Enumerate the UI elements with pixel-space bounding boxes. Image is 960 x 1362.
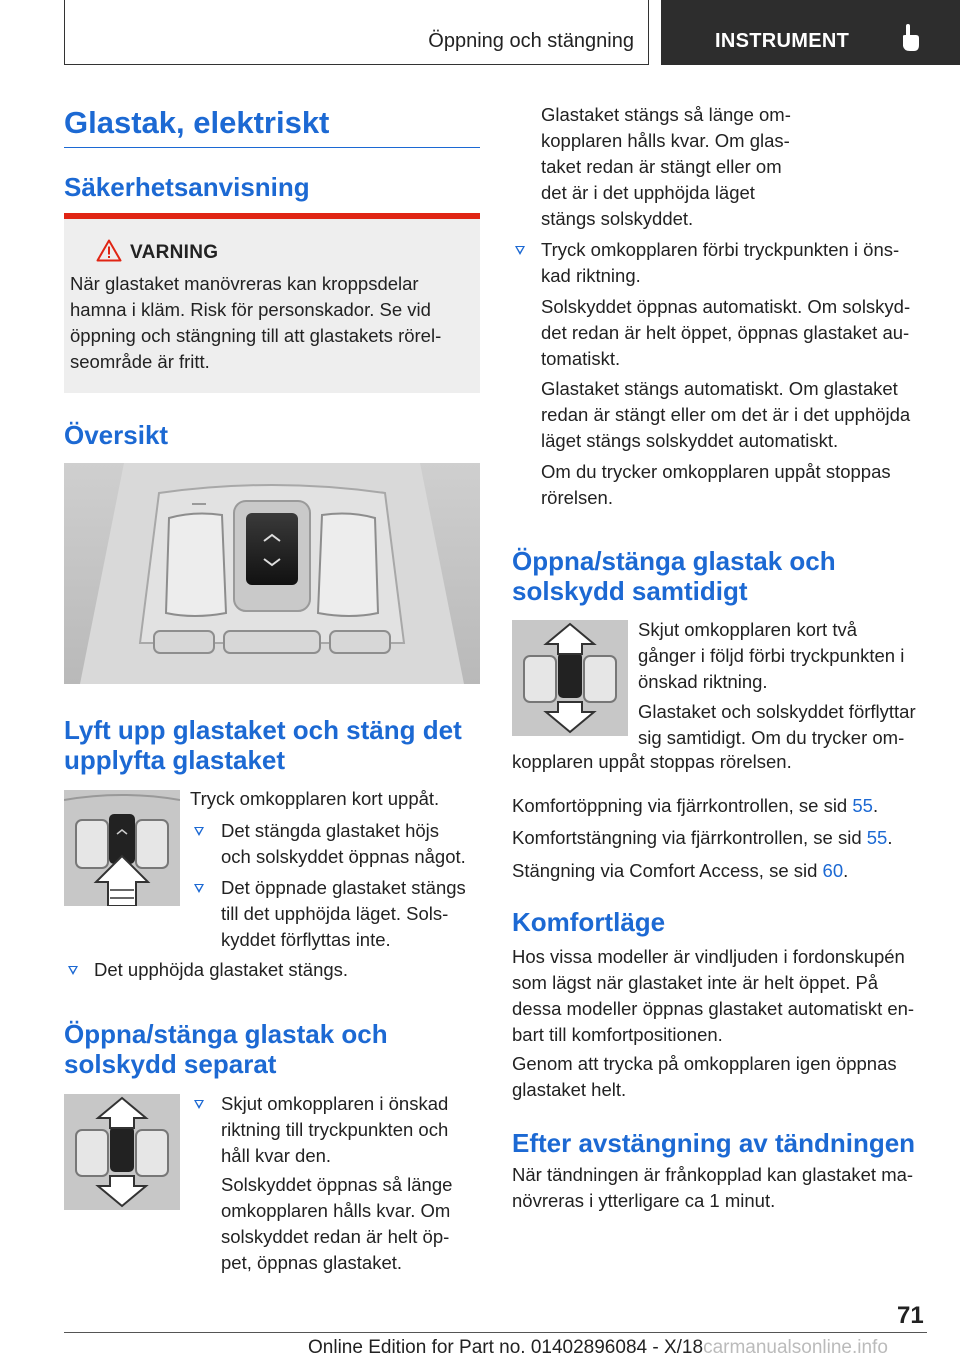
chapter-tab[interactable] xyxy=(661,0,960,65)
text-line: Glastaket stängs så länge om- xyxy=(541,104,791,125)
text-line: Det öppnade glastaket stängs xyxy=(221,877,466,898)
text-line: kad riktning. xyxy=(541,265,641,286)
text-line: Solskyddet öppnas så länge xyxy=(221,1174,453,1195)
lift-heading-line: upplyfta glastaket xyxy=(64,745,286,775)
switch-updown-image xyxy=(64,1094,180,1210)
page-link[interactable]: 55 xyxy=(852,795,873,816)
text-line: riktning till tryckpunkten och xyxy=(221,1119,449,1140)
text-line: omkopplaren hålls kvar. Om xyxy=(221,1200,451,1221)
lift-intro: Tryck omkopplaren kort uppåt. xyxy=(190,788,440,809)
safety-heading: Säkerhetsanvisning xyxy=(64,172,310,202)
ref-text: Komfortöppning via fjärrkontrollen, se sid xyxy=(512,795,853,816)
comfort-access-ref: Stängning via Comfort Access, se sid 60. xyxy=(512,860,849,881)
page-link[interactable]: 55 xyxy=(866,827,888,848)
lift-bullet-1 xyxy=(221,818,466,870)
text-line: rörelsen. xyxy=(541,487,613,508)
pointing-hand-icon xyxy=(899,24,921,52)
text-line: Hos vissa modeller är vindljuden i fordonskupén xyxy=(512,946,905,967)
lift-bullet-3: Det upphöjda glastaket stängs. xyxy=(94,959,349,980)
text-line: Glastaket och solskyddet förflyttar xyxy=(638,701,916,722)
both-para-2-tail: kopplaren uppåt stoppas rörelsen. xyxy=(512,751,792,772)
text-line: kyddet förflyttas inte. xyxy=(221,929,391,950)
separate-para-1 xyxy=(221,1172,452,1276)
comfort-para-2 xyxy=(512,1051,897,1103)
push-bullet xyxy=(541,237,899,289)
page-link[interactable]: 60 xyxy=(822,860,844,881)
ref-text: Stängning via Comfort Access, se sid xyxy=(512,860,823,881)
warning-bar xyxy=(64,213,480,219)
text-line: tomatiskt. xyxy=(541,348,621,369)
text-line: növreras i ytterligare ca 1 minut. xyxy=(512,1190,776,1211)
text-line: Om du trycker omkopplaren uppåt stoppas xyxy=(541,461,891,482)
text-line: och solskyddet öppnas något. xyxy=(221,846,466,867)
page-title: Glastak, elektriskt xyxy=(64,105,330,140)
text-line: kopplaren hålls kvar. Om glas- xyxy=(541,130,790,151)
after-para xyxy=(512,1162,913,1214)
watermark-text: carmanualsonline.info xyxy=(703,1337,888,1358)
text-line: Solskyddet öppnas automatiskt. Om solskyd- xyxy=(541,296,911,317)
text-line: Glastaket stängs automatiskt. Om glastaket xyxy=(541,378,898,399)
text-line: sig samtidigt. Om du trycker om- xyxy=(638,727,905,748)
page-number: 71 xyxy=(897,1302,924,1329)
text-line: Skjut omkopplaren kort två xyxy=(638,619,858,640)
chapter-tab-label: INSTRUMENT xyxy=(715,30,850,52)
bullet-icon xyxy=(194,1100,204,1109)
warning-line: seområde är fritt. xyxy=(70,351,210,372)
warning-title: VARNING xyxy=(130,242,219,263)
text-line: Genom att trycka på omkopplaren igen öppnas xyxy=(512,1053,897,1074)
continued-para xyxy=(541,102,791,232)
warning-triangle-icon xyxy=(96,239,122,262)
text-line: redan är stängt eller om det är i det upphöjda xyxy=(541,404,911,425)
lift-heading xyxy=(64,715,462,775)
switch-up-image xyxy=(64,790,180,906)
both-heading xyxy=(512,546,836,606)
lift-heading-line: Lyft upp glastaket och stäng det xyxy=(64,715,462,745)
push-para-2 xyxy=(541,376,910,454)
text-line: pet, öppnas glastaket. xyxy=(221,1252,403,1273)
text-line: det redan är helt öppet, öppnas glastaket au- xyxy=(541,322,910,343)
comfort-close-ref: Komfortstängning via fjärrkontrollen, se sid 55. xyxy=(512,827,893,848)
text-line: När tändningen är frånkopplad kan glastaket ma- xyxy=(512,1164,914,1185)
section-title: Öppning och stängning xyxy=(428,30,634,52)
separate-bullet-1 xyxy=(221,1091,448,1169)
text-line: taket redan är stängt eller om xyxy=(541,156,782,177)
warning-line: När glastaket manövreras kan kroppsdelar xyxy=(70,273,419,294)
text-line: bart till komfortpositionen. xyxy=(512,1024,723,1045)
text-line: Skjut omkopplaren i önskad xyxy=(221,1093,449,1114)
after-heading: Efter avstängning av tändningen xyxy=(512,1128,916,1158)
edition-text: Online Edition for Part no. 01402896084 - X/18 xyxy=(308,1337,704,1358)
text-line: dessa modeller öppnas glastaket automatiskt en- xyxy=(512,998,915,1019)
separate-heading xyxy=(64,1019,388,1079)
text-line: Tryck omkopplaren förbi tryckpunkten i öns- xyxy=(541,239,900,260)
warning-text xyxy=(70,271,470,375)
comfort-heading: Komfortläge xyxy=(512,907,666,937)
bullet-icon xyxy=(194,884,204,893)
text-line: läget stängs solskyddet automatiskt. xyxy=(541,430,839,451)
text-line: stängs solskyddet. xyxy=(541,208,694,229)
bullet-icon xyxy=(194,827,204,836)
push-para-1 xyxy=(541,294,910,372)
push-para-3 xyxy=(541,459,891,511)
ref-text: Komfortstängning via fjärrkontrollen, se sid xyxy=(512,827,867,848)
footer-rule xyxy=(64,1332,927,1333)
footer-edition xyxy=(308,1337,888,1359)
overhead-console-image xyxy=(64,463,480,684)
switch-both-image xyxy=(512,620,628,736)
bullet-icon xyxy=(515,246,525,255)
lift-bullet-2 xyxy=(221,875,466,953)
text-line: till det upphöjda läget. Sols- xyxy=(221,903,449,924)
title-rule xyxy=(64,147,480,148)
separate-heading-line: solskydd separat xyxy=(64,1049,277,1079)
text-line: gånger i följd förbi tryckpunkten i xyxy=(638,645,905,666)
both-para-1 xyxy=(638,617,904,695)
separate-heading-line: Öppna/stänga glastak och xyxy=(64,1019,388,1049)
text-line: glastaket helt. xyxy=(512,1079,627,1100)
text-line: önskad riktning. xyxy=(638,671,768,692)
both-para-2 xyxy=(638,699,916,751)
warning-line: öppning och stängning till att glastakets rörel- xyxy=(70,325,442,346)
text-line: håll kvar den. xyxy=(221,1145,332,1166)
text-line: det är i det upphöjda läget xyxy=(541,182,755,203)
text-line: som lägst när glastaket inte är helt öppet. På xyxy=(512,972,879,993)
comfort-open-ref: Komfortöppning via fjärrkontrollen, se sid 55. xyxy=(512,795,879,816)
warning-box xyxy=(64,213,480,393)
text-line: solskyddet redan är helt öp- xyxy=(221,1226,450,1247)
overview-heading: Översikt xyxy=(64,420,169,450)
both-heading-line: Öppna/stänga glastak och xyxy=(512,546,836,576)
comfort-para-1 xyxy=(512,944,914,1048)
bullet-icon xyxy=(68,966,78,975)
section-header xyxy=(64,0,649,65)
both-heading-line: solskydd samtidigt xyxy=(512,576,748,606)
text-line: Det stängda glastaket höjs xyxy=(221,820,440,841)
warning-line: hamna i kläm. Risk för personskador. Se vid xyxy=(70,299,431,320)
